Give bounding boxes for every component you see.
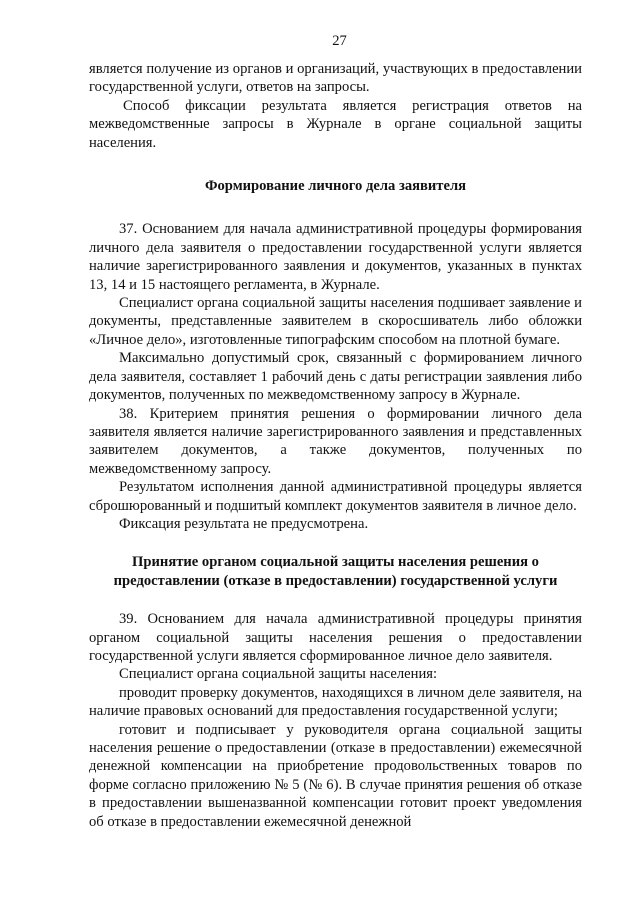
paragraph-38: 38. Критерием принятия решения о формировании личного дела заявителя является наличие зарегистрированного заявления и представленных заявителем документов, а также документов, полученных по межведомственному запросу.	[89, 405, 582, 477]
paragraph-continuation: является получение из органов и организаций, участвующих в предоставлении государственной услуги, ответов на запросы.	[89, 61, 582, 96]
paragraph-37: 37. Основанием для начала административной процедуры формирования личного дела заявителя о предоставлении государственной услуги является наличие зарегистрированного заявления и документов, указанных в пунктах 13, 14 и 15 настоящего регламента, в Журнале.	[89, 221, 582, 293]
page-number: 27	[332, 33, 347, 49]
paragraph-fixation-method: Способ фиксации результата является регистрация ответов на межведомственные запросы в Журнале в органе социальной защиты населения.	[89, 97, 582, 151]
paragraph-result: Результатом исполнения данной административной процедуры является сброшюрованный и подшитый комплект документов заявителя в личное дело.	[89, 479, 582, 514]
paragraph-prepare-decision: готовит и подписывает у руководителя органа социальной защиты населения решение о предоставлении (отказе в предоставлении) ежемесячной денежной компенсации на приобретение продовольственных товаров по форме согласно приложению № 5 (№ 6). В случае принятия решения об отказе в предоставлении вышеназванной компенсации готовит проект уведомления об отказе в предоставлении ежемесячной денежной	[89, 721, 582, 830]
paragraph-max-term: Максимально допустимый срок, связанный с формированием личного дела заявителя, составляет 1 рабочий день с даты регистрации заявления либо документов, полученных по межведомственному запросу в Журнале.	[89, 350, 582, 404]
paragraph-check-documents: проводит проверку документов, находящихся в личном деле заявителя, на наличие правовых оснований для предоставления государственной услуги;	[89, 684, 582, 720]
paragraph-specialist: Специалист органа социальной защиты населения:	[119, 666, 438, 683]
paragraph-39: 39. Основанием для начала административной процедуры принятия органом социальной защиты населения решения о предоставлении государственной услуги является сформированное личное дело заявителя.	[89, 611, 582, 664]
paragraph-specialist-files: Специалист органа социальной защиты населения подшивает заявление и документы, представленные заявителем в скоросшиватель либо обложки «Личное дело», изготовленные типографским способом на плотной бумаге.	[89, 295, 582, 348]
document-page	[89, 32, 582, 831]
paragraph-fixation-none: Фиксация результата не предусмотрена.	[119, 515, 369, 532]
section-heading-personal-file: Формирование личного дела заявителя	[204, 178, 467, 195]
section-heading-decision: Принятие органом социальной защиты населения решения о предоставлении (отказе в предоставлении) государственной услуги	[113, 554, 558, 589]
